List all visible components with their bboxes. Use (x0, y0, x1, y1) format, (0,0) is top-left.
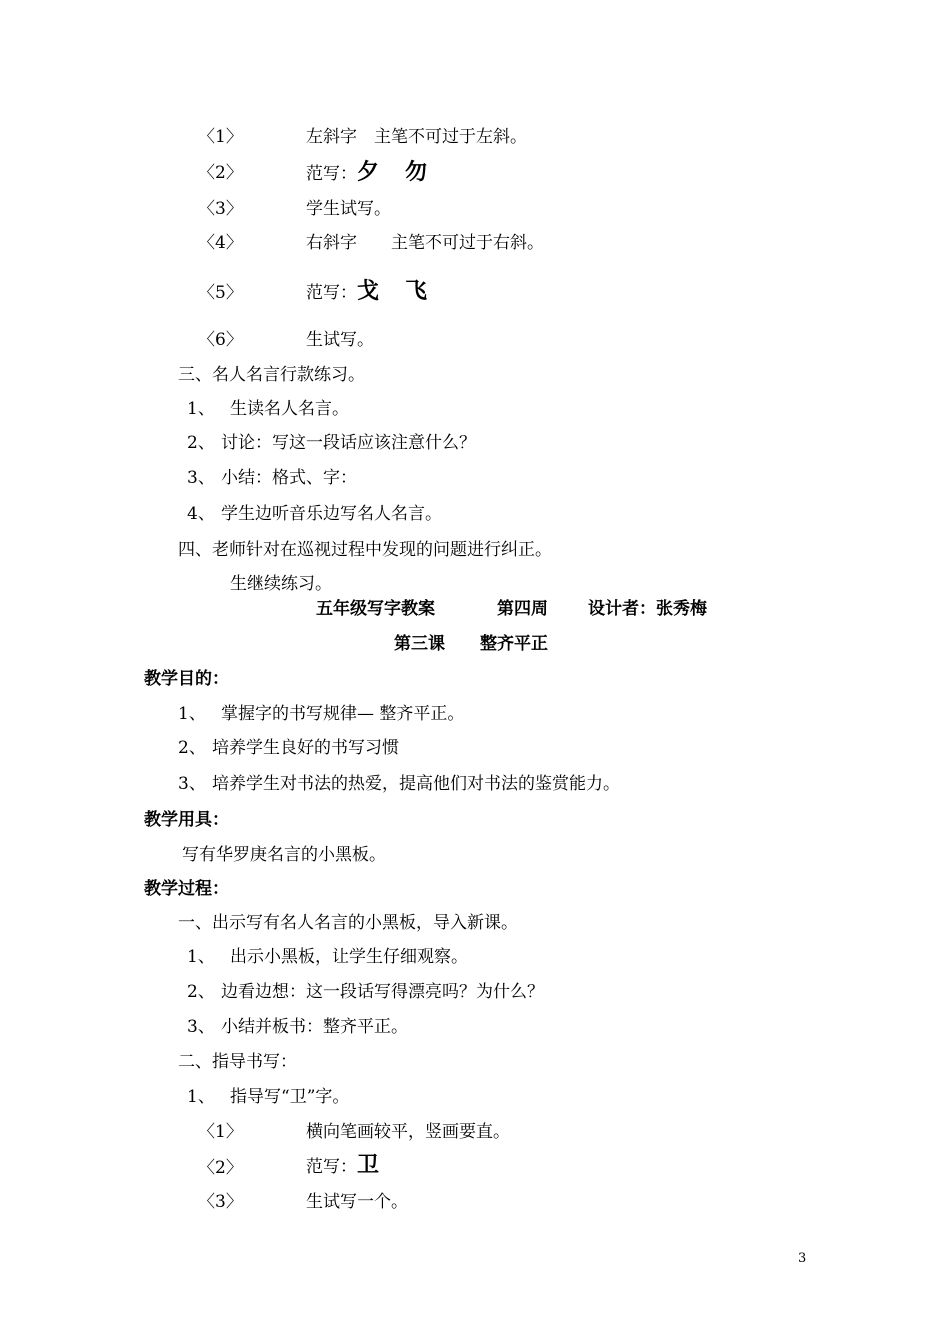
item-text: 小结：格式、字： (221, 468, 357, 488)
step-text (306, 162, 427, 185)
paragraph: 生继续练习。 (230, 574, 332, 594)
step-number: 〈5〉 (198, 283, 243, 303)
step-label: 范写： (306, 283, 357, 303)
step-text (306, 1155, 379, 1178)
step-text: 右斜字 主笔不可过于右斜。 (306, 233, 544, 253)
section-heading: 一、出示写有名人名言的小黑板，导入新课。 (178, 913, 518, 933)
item-text: 学生边听音乐边写名人名言。 (221, 504, 442, 524)
sample-char: 飞 (405, 279, 428, 304)
item-text: 培养学生对书法的热爱，提高他们对书法的鉴赏能力。 (212, 774, 620, 794)
page-number: 3 (798, 1251, 807, 1266)
step-label: 范写： (306, 164, 357, 184)
item-number: 1、 (187, 399, 215, 419)
section-heading: 四、老师针对在巡视过程中发现的问题进行纠正。 (178, 540, 552, 560)
item-text: 出示小黑板，让学生仔细观察。 (230, 947, 468, 967)
item-number: 3、 (187, 1017, 215, 1037)
lesson-number: 第三课 (394, 634, 445, 654)
sample-char: 夕 (357, 160, 380, 185)
step-number: 〈1〉 (198, 1122, 243, 1142)
item-number: 1、 (187, 947, 215, 967)
doc-grade: 五年级写字教案 (316, 599, 435, 619)
step-label: 范写： (306, 1157, 357, 1177)
step-text: 左斜字 主笔不可过于左斜。 (306, 127, 527, 147)
item-text: 指导写“卫”字。 (230, 1087, 350, 1107)
lesson-title: 整齐平正 (480, 634, 548, 654)
item-number: 1、 (178, 704, 206, 724)
step-number: 〈3〉 (198, 1192, 243, 1212)
step-text: 生试写。 (306, 330, 374, 350)
section-heading: 二、指导书写： (178, 1052, 297, 1072)
item-text: 掌握字的书写规律— 整齐平正。 (221, 704, 465, 724)
item-number: 3、 (187, 468, 215, 488)
doc-week: 第四周 (497, 599, 548, 619)
item-number: 2、 (187, 982, 215, 1002)
doc-designer: 设计者：张秀梅 (588, 599, 707, 619)
sample-char: 卫 (357, 1153, 380, 1178)
step-text: 生试写一个。 (306, 1192, 408, 1212)
goals-title: 教学目的： (144, 669, 229, 689)
item-text: 边看边想：这一段话写得漂亮吗？为什么？ (221, 982, 544, 1002)
step-text (306, 281, 427, 304)
item-number: 1、 (187, 1087, 215, 1107)
item-text: 小结并板书：整齐平正。 (221, 1017, 408, 1037)
item-number: 3、 (178, 774, 206, 794)
step-number: 〈2〉 (198, 1158, 243, 1178)
item-text: 培养学生良好的书写习惯 (212, 738, 399, 758)
sample-char: 戈 (357, 279, 380, 304)
step-number: 〈2〉 (198, 163, 243, 183)
sample-char: 勿 (405, 160, 428, 185)
item-number: 2、 (187, 433, 215, 453)
item-text: 生读名人名言。 (230, 399, 349, 419)
tools-title: 教学用具： (144, 810, 229, 830)
step-text: 学生试写。 (306, 199, 391, 219)
step-number: 〈6〉 (198, 330, 243, 350)
step-number: 〈1〉 (198, 127, 243, 147)
process-title: 教学过程： (144, 879, 229, 899)
paragraph: 写有华罗庚名言的小黑板。 (182, 845, 386, 865)
step-number: 〈3〉 (198, 199, 243, 219)
step-number: 〈4〉 (198, 233, 243, 253)
section-heading: 三、名人名言行款练习。 (178, 365, 365, 385)
item-text: 讨论：写这一段话应该注意什么？ (221, 433, 476, 453)
step-text: 横向笔画较平，竖画要直。 (306, 1122, 510, 1142)
item-number: 2、 (178, 738, 206, 758)
item-number: 4、 (187, 504, 215, 524)
